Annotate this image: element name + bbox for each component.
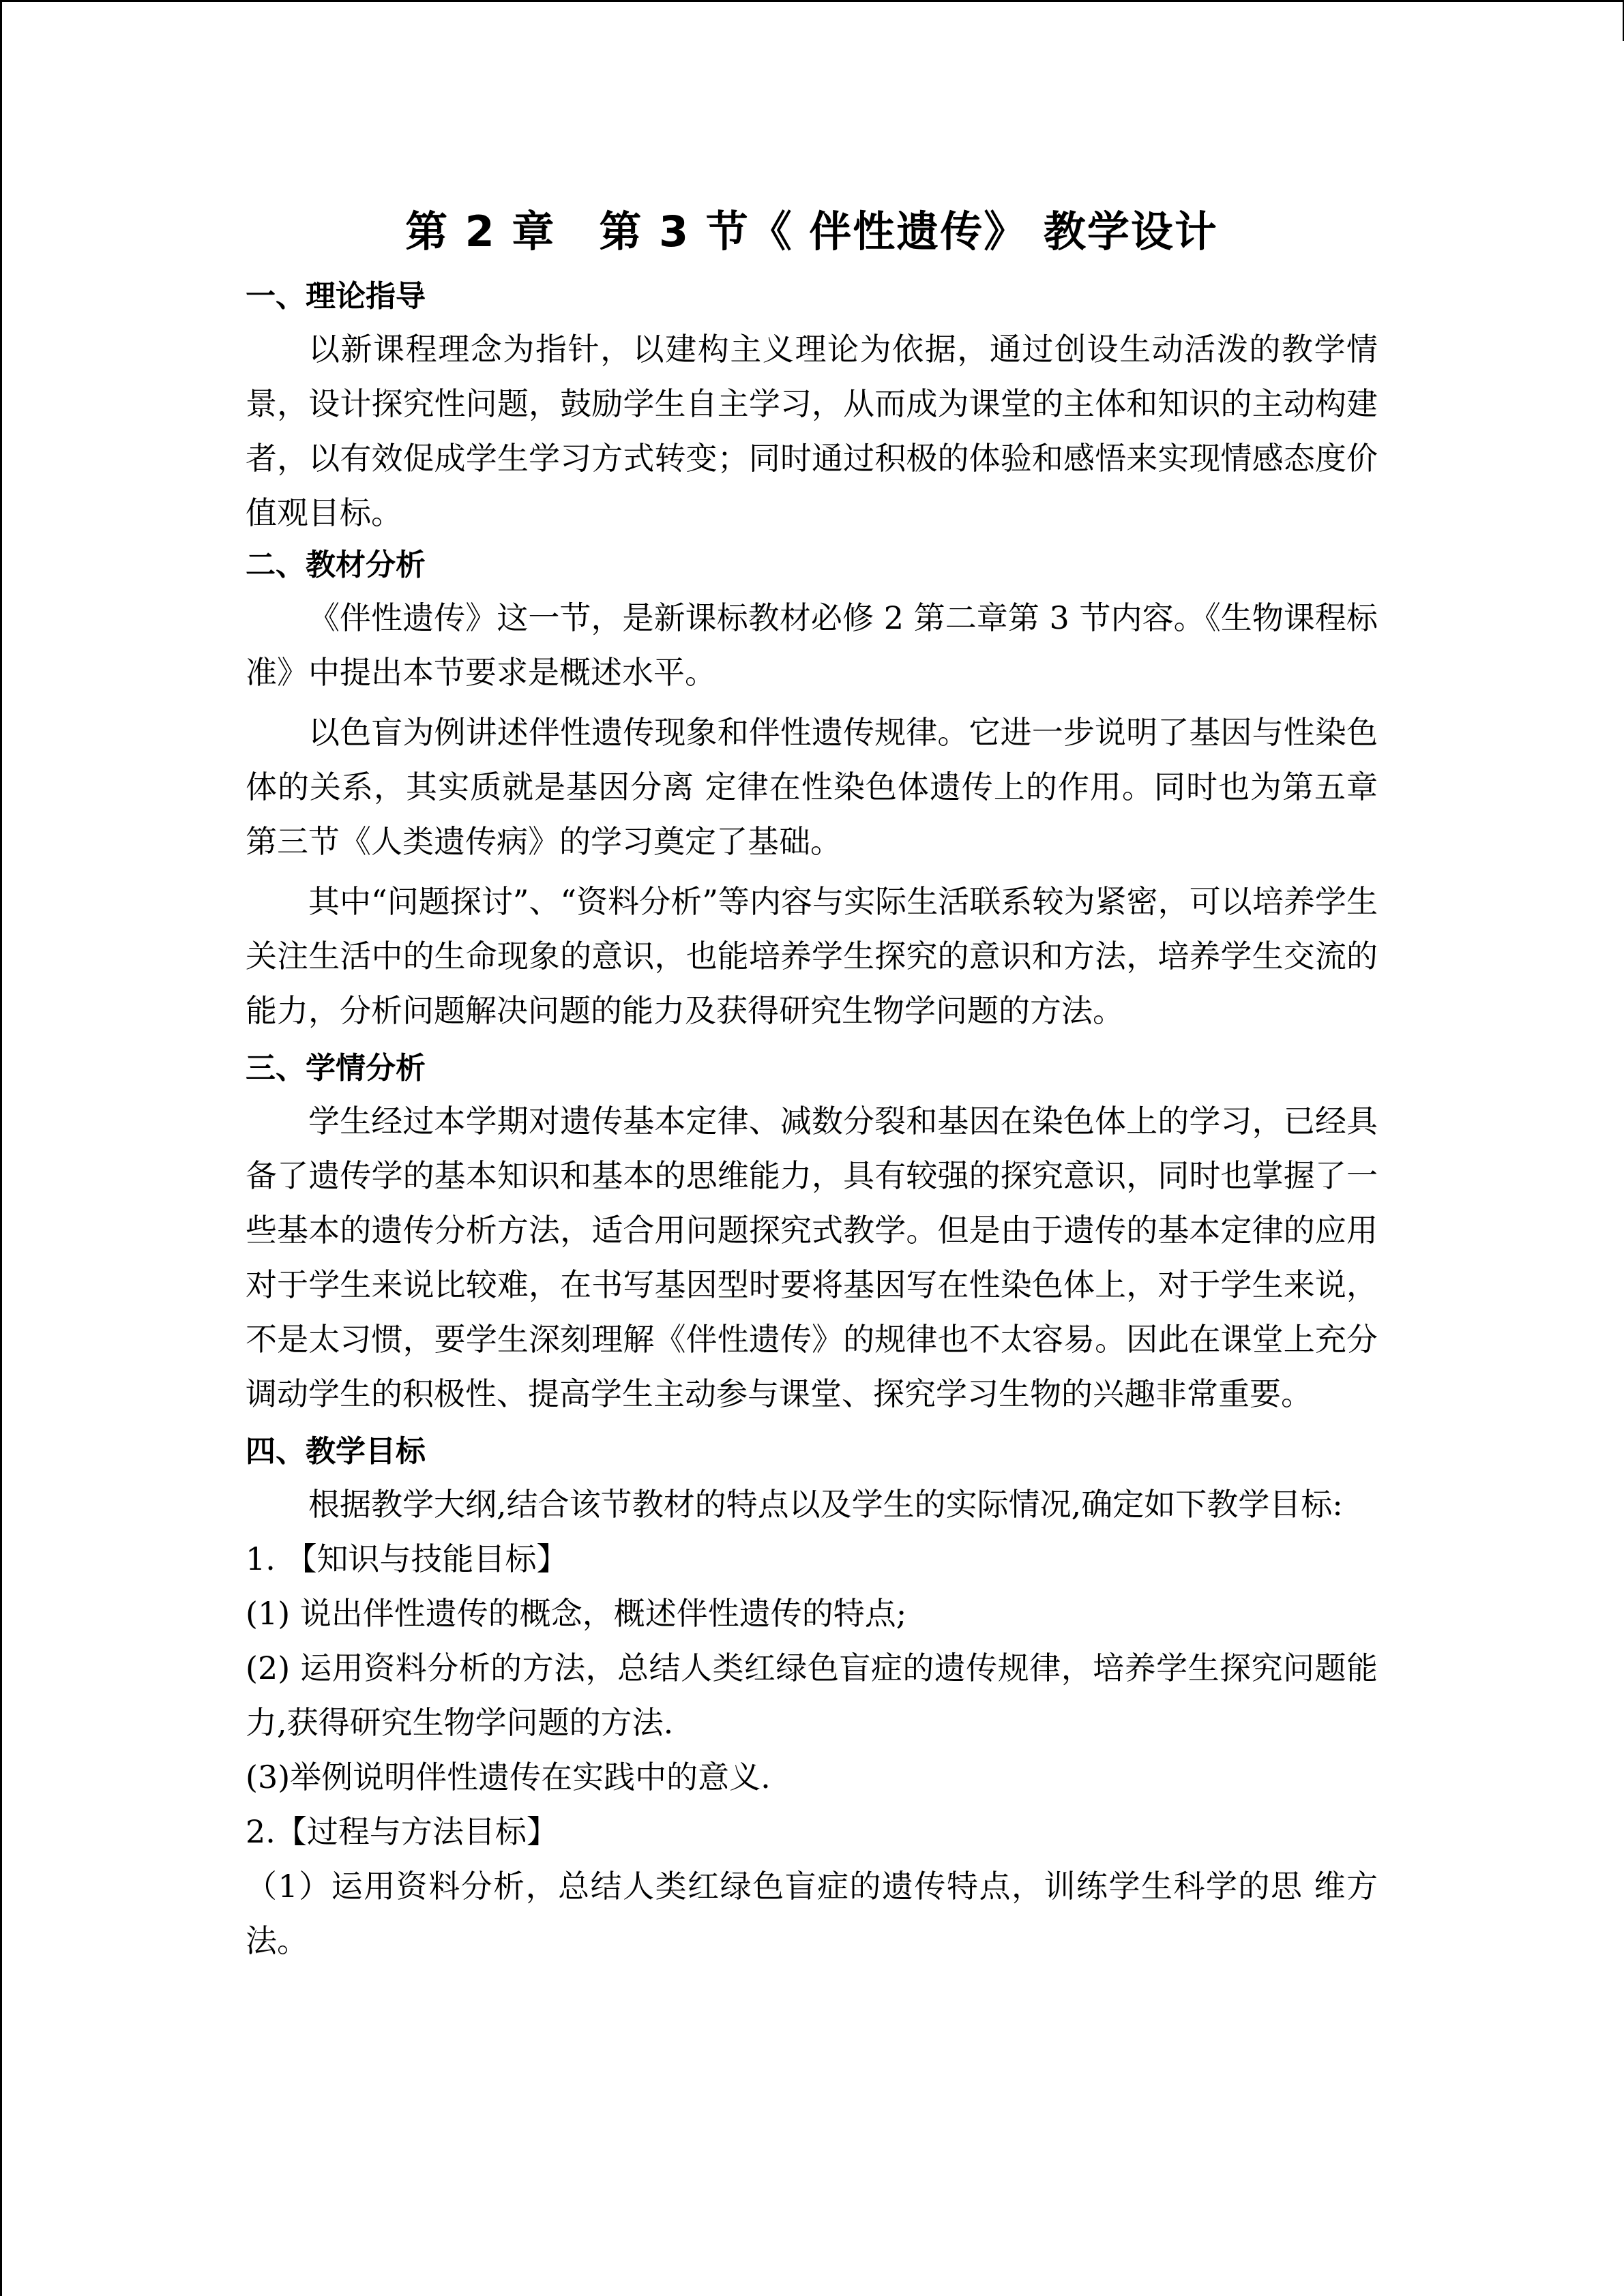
section-heading: 一、理论指导 — [246, 279, 426, 314]
paragraph: 以新课程理念为指针，以建构主义理论为依据，通过创设生动活泼的教学情景，设计探究性问题，鼓励学生自主学习，从而成为课堂的主体和知识的主动构建者，以有效促成学生学习方式转变；同时通过积极的体验和感悟来实现情感态度价值观目标。 — [246, 331, 1378, 531]
paragraph: 学生经过本学期对遗传基本定律、减数分裂和基因在染色体上的学习，已经具备了遗传学的基本知识和基本的思维能力，具有较强的探究意识，同时也掌握了一些基本的遗传分析方法，适合用问题探究式教学。但是由于遗传的基本定律的应用对于学生来说比较难，在书写基因型时要将基因写在性染色体上，对于学生来说，不是太习惯，要学生深刻理解《伴性遗传》的规律也不太容易。因此在课堂上充分调动学生的积极性、提高学生主动参与课堂、探究学习生物的兴趣非常重要。 — [246, 1103, 1378, 1412]
list-item: (3)举例说明伴性遗传在实践中的意义. — [246, 1759, 771, 1795]
list-item: (2) 运用资料分析的方法，总结人类红绿色盲症的遗传规律，培养学生探究问题能力,获得研究生物学问题的方法. — [246, 1650, 1378, 1741]
paragraph: 《伴性遗传》这一节，是新课标教材必修 2 第二章第 3 节内容。《生物课程标准》中提出本节要求是概述水平。 — [246, 599, 1378, 691]
section-teaching-objectives — [246, 1427, 1378, 1968]
page-top-border — [0, 0, 1624, 2]
paragraph: 根据教学大纲,结合该节教材的特点以及学生的实际情况,确定如下教学目标: — [308, 1486, 1343, 1523]
section-heading: 三、学情分析 — [246, 1051, 426, 1086]
section-student-analysis — [246, 1043, 1378, 1421]
document-page — [246, 205, 1378, 1968]
list-item: 1. 【知识与技能目标】 — [246, 1540, 568, 1577]
page-left-border — [0, 0, 2, 2296]
paragraph: 以色盲为例讲述伴性遗传现象和伴性遗传规律。它进一步说明了基因与性染色体的关系，其实质就是基因分离 定律在性染色体遗传上的作用。同时也为第五章第三节《人类遗传病》的学习奠定了基础。 — [246, 714, 1378, 860]
list-item: (1) 说出伴性遗传的概念，概述伴性遗传的特点; — [246, 1595, 907, 1632]
section-theory-guidance — [246, 271, 1378, 540]
list-item: （1）运用资料分析，总结人类红绿色盲症的遗传特点，训练学生科学的思 维方法。 — [246, 1868, 1378, 1959]
list-item: 2.【过程与方法目标】 — [246, 1813, 558, 1850]
section-heading: 二、教材分析 — [246, 548, 426, 582]
paragraph: 其中“问题探讨”、“资料分析”等内容与实际生活联系较为紧密，可以培养学生关注生活中的生命现象的意识，也能培养学生探究的意识和方法，培养学生交流的能力，分析问题解决问题的能力及获得研究生物学问题的方法。 — [246, 883, 1378, 1029]
document-title: 第 2 章 第 3 节《 伴性遗传》 教学设计 — [405, 207, 1218, 256]
section-textbook-analysis — [246, 540, 1378, 1038]
section-heading: 四、教学目标 — [246, 1434, 426, 1469]
